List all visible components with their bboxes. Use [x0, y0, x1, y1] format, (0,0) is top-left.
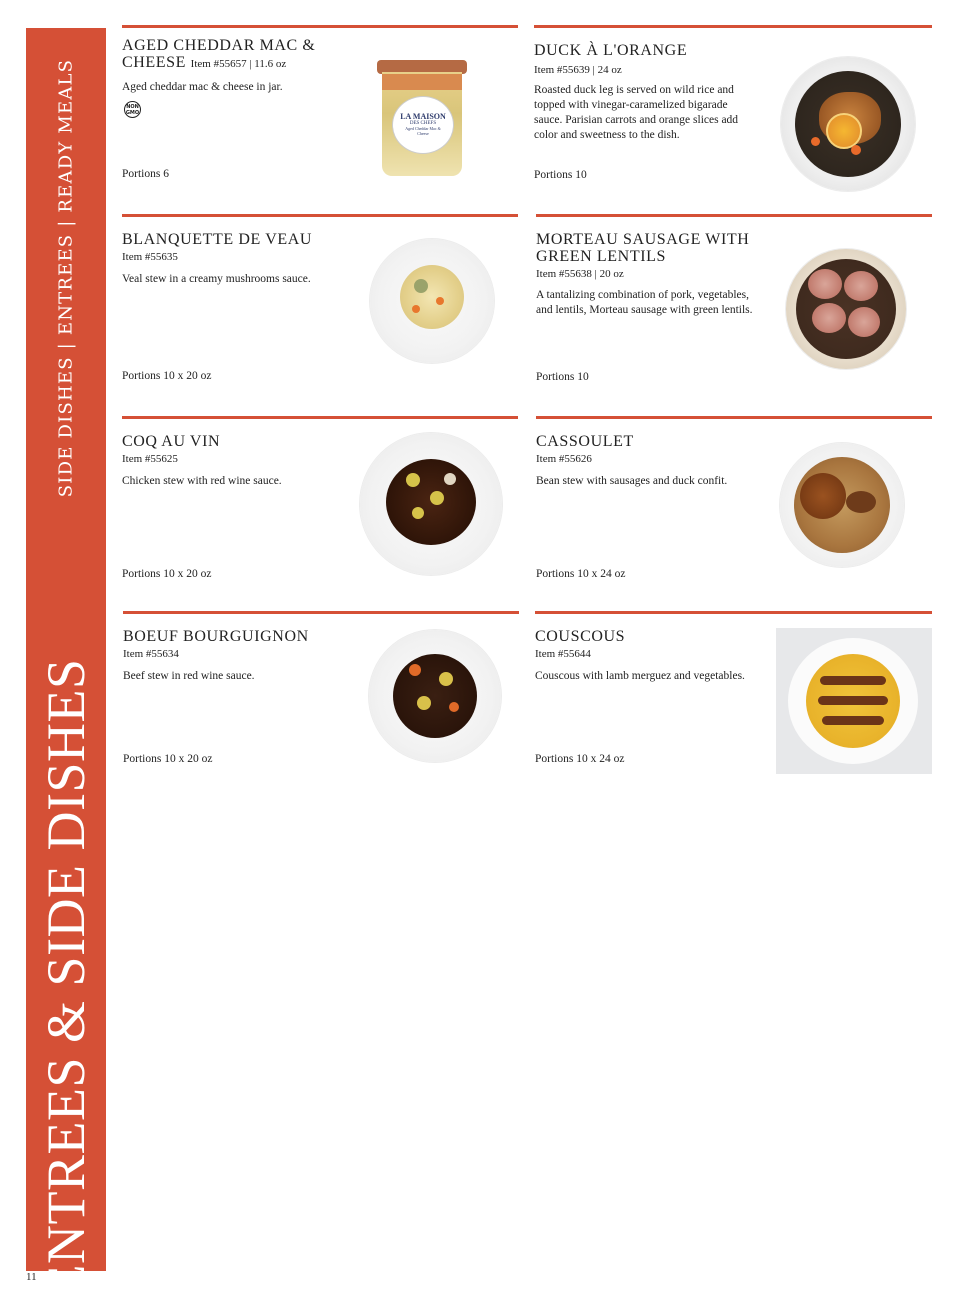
product-title: BOEUF BOURGUIGNON: [123, 628, 309, 645]
product-portions: Portions 10: [536, 371, 589, 383]
product-description: Roasted duck leg is served on wild rice and topped with vinegar-caramelized bigarade sauce. Parisian carrots and orange slices add color and sweetness to the dish.: [534, 84, 739, 141]
product-title: AGED CHEDDAR MAC & CHEESE Item #55657 | 11.6 oz: [122, 37, 316, 71]
product-portions: Portions 6: [122, 168, 169, 180]
product-portions: Portions 10 x 20 oz: [123, 753, 213, 765]
product-item-number: Item #55634: [123, 648, 179, 660]
non-gmo-badge: NON GMO: [124, 101, 141, 118]
product-portions: Portions 10 x 20 oz: [122, 370, 212, 382]
product-card-blanquette: [122, 214, 518, 397]
jar-brand: LA MAISON: [400, 112, 446, 121]
product-title: DUCK À L'ORANGE: [534, 42, 688, 59]
product-image-duck-orange: [781, 57, 915, 191]
product-image-blanquette: [370, 239, 494, 363]
product-card-boeuf-bourguignon: [123, 611, 519, 774]
product-description: Aged cheddar mac & cheese in jar.: [122, 81, 283, 93]
product-item-number: Item #55657 | 11.6 oz: [190, 58, 287, 70]
jar-sub: DES CHEFS: [409, 121, 437, 126]
product-item-number: Item #55644: [535, 648, 591, 660]
product-image-couscous: [776, 628, 932, 774]
product-item-number: Item #55638 | 20 oz: [536, 268, 624, 280]
product-image-cassoulet: [780, 443, 904, 567]
product-item-number: Item #55625: [122, 453, 178, 465]
product-card-morteau-sausage: [536, 214, 932, 397]
product-card-coq-au-vin: [122, 416, 518, 589]
product-jar-image: [377, 60, 467, 180]
product-description: Veal stew in a creamy mushrooms sauce.: [122, 273, 311, 285]
product-description: A tantalizing combination of pork, vegetables, and lentils, Morteau sausage with green lentils.: [536, 289, 753, 316]
product-title: COUSCOUS: [535, 628, 626, 645]
product-portions: Portions 10 x 24 oz: [536, 568, 626, 580]
product-portions: Portions 10 x 20 oz: [122, 568, 212, 580]
jar-product: Aged Cheddar Mac & Cheese: [405, 126, 441, 136]
product-title: BLANQUETTE DE VEAU: [122, 231, 313, 248]
product-card-couscous: [535, 611, 932, 774]
product-item-number: Item #55639 | 24 oz: [534, 64, 622, 76]
product-card-mac-cheese: [122, 25, 518, 188]
sidebar-subtitle: SIDE DISHES | ENTREES | READY MEALS: [55, 58, 77, 498]
sidebar-title: ENTREES & SIDE DISHES: [36, 658, 96, 1298]
product-description: Bean stew with sausages and duck confit.: [536, 475, 728, 487]
product-item-number: Item #55635: [122, 251, 178, 263]
product-title: MORTEAU SAUSAGE WITH GREEN LENTILS: [536, 231, 750, 265]
product-image-coq-au-vin: [360, 433, 502, 575]
product-card-cassoulet: [536, 416, 932, 589]
product-title: COQ AU VIN: [122, 433, 221, 450]
product-portions: Portions 10: [534, 169, 587, 181]
product-title: CASSOULET: [536, 433, 634, 450]
product-image-morteau-sausage: [786, 249, 906, 369]
product-description: Couscous with lamb merguez and vegetables.: [535, 670, 745, 682]
product-item-number: Item #55626: [536, 453, 592, 465]
product-description: Beef stew in red wine sauce.: [123, 670, 255, 682]
product-image-boeuf-bourguignon: [369, 630, 501, 762]
product-portions: Portions 10 x 24 oz: [535, 753, 625, 765]
product-description: Chicken stew with red wine sauce.: [122, 475, 282, 487]
product-card-duck-orange: [534, 25, 932, 188]
page-number: 11: [26, 1271, 37, 1283]
